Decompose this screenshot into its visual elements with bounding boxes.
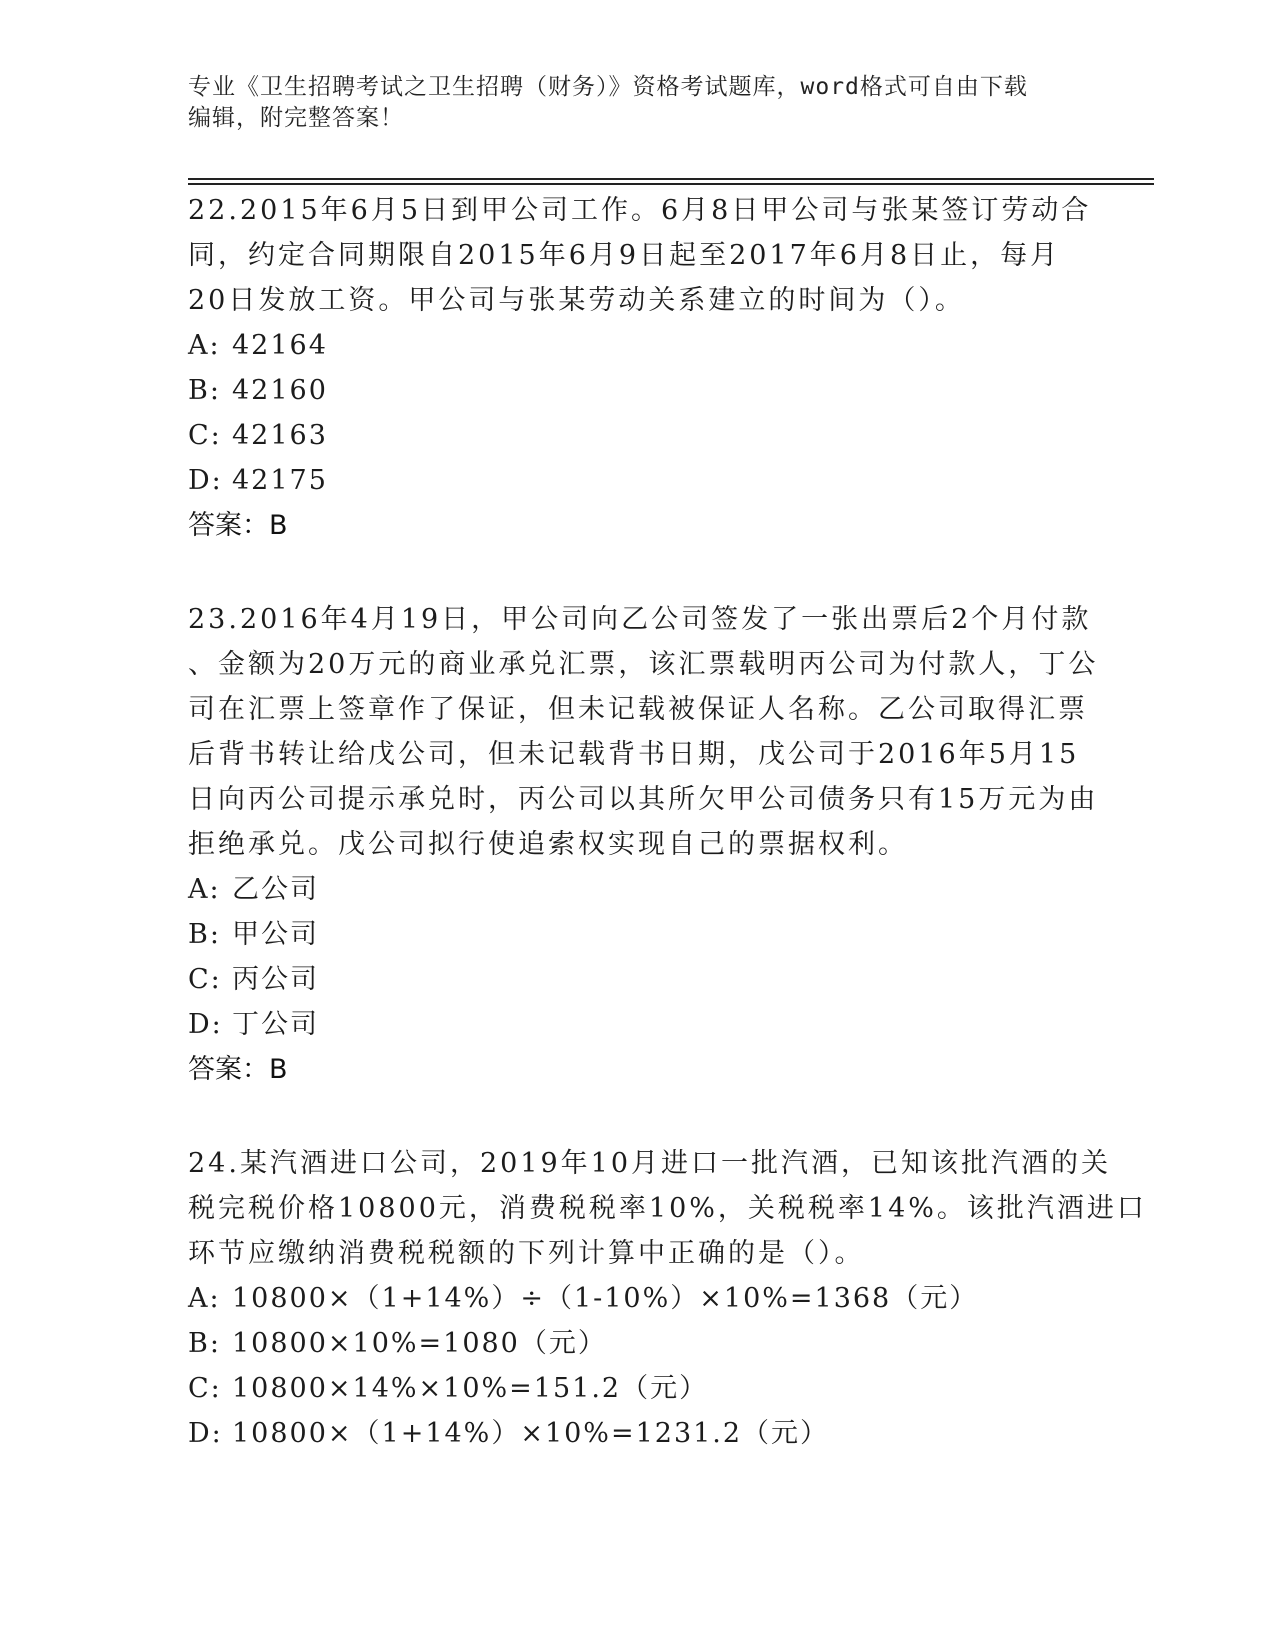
question-line: 司在汇票上签章作了保证，但未记载被保证人名称。乙公司取得汇票 xyxy=(188,694,1088,725)
option-letter: C: xyxy=(188,964,222,995)
option-text: 丁公司 xyxy=(232,1009,319,1040)
question-line: 后背书转让给戊公司，但未记载背书日期，戊公司于2016年5月15 xyxy=(188,739,1080,770)
question-line: 22.2015年6月5日到甲公司工作。6月8日甲公司与张某签订劳动合 xyxy=(188,195,1092,226)
option-letter: D: xyxy=(188,1418,223,1449)
option-c xyxy=(188,957,1088,1002)
option-letter: D: xyxy=(188,465,223,496)
option-text: 乙公司 xyxy=(232,874,319,905)
question-23 xyxy=(188,597,1099,1092)
question-line: 同，约定合同期限自2015年6月9日起至2017年6月8日止，每月 xyxy=(188,240,1061,271)
option-text: 42160 xyxy=(232,375,328,406)
question-stem xyxy=(188,597,1099,867)
header-line: 编辑，附完整答案！ xyxy=(188,105,404,131)
option-b xyxy=(188,912,1088,957)
option-letter: B: xyxy=(188,919,221,950)
option-d xyxy=(188,1411,1088,1456)
question-line: 20日发放工资。甲公司与张某劳动关系建立的时间为（）。 xyxy=(188,285,965,316)
question-22 xyxy=(188,188,1092,548)
option-letter: C: xyxy=(188,1373,222,1404)
option-b xyxy=(188,368,1088,413)
option-a xyxy=(188,323,1088,368)
question-stem xyxy=(188,1141,1147,1276)
header-divider xyxy=(188,183,1154,185)
option-d xyxy=(188,458,1088,503)
document-header xyxy=(188,72,1088,134)
option-letter: B: xyxy=(188,1328,221,1359)
question-line: 24.某汽酒进口公司，2019年10月进口一批汽酒，已知该批汽酒的关 xyxy=(188,1148,1112,1179)
question-line: 、金额为20万元的商业承兑汇票，该汇票载明丙公司为付款人，丁公 xyxy=(188,649,1099,680)
option-text: 42164 xyxy=(232,330,328,361)
question-line: 环节应缴纳消费税税额的下列计算中正确的是（）。 xyxy=(188,1238,865,1269)
answer-label: 答案：B xyxy=(188,510,288,541)
question-line: 日向丙公司提示承兑时，丙公司以其所欠甲公司债务只有15万元为由 xyxy=(188,784,1099,815)
option-text: 10800×14%×10%=151.2（元） xyxy=(232,1373,709,1404)
question-stem xyxy=(188,188,1092,323)
option-text: 42163 xyxy=(232,420,328,451)
header-divider xyxy=(188,178,1154,180)
option-text: 甲公司 xyxy=(232,919,319,950)
option-letter: C: xyxy=(188,420,222,451)
option-d xyxy=(188,1002,1088,1047)
option-text: 42175 xyxy=(232,465,328,496)
question-line: 拒绝承兑。戊公司拟行使追索权实现自己的票据权利。 xyxy=(188,829,908,860)
option-letter: A: xyxy=(188,330,221,361)
header-line: 专业《卫生招聘考试之卫生招聘（财务）》资格考试题库，word格式可自由下载 xyxy=(188,74,1028,100)
question-line: 23.2016年4月19日，甲公司向乙公司签发了一张出票后2个月付款 xyxy=(188,604,1092,635)
option-text: 10800×（1+14%）×10%=1231.2（元） xyxy=(232,1418,830,1449)
question-24 xyxy=(188,1141,1147,1456)
question-line: 税完税价格10800元，消费税税率10%，关税税率14%。该批汽酒进口 xyxy=(188,1193,1147,1224)
option-letter: A: xyxy=(188,1283,221,1314)
option-c xyxy=(188,1366,1088,1411)
option-text: 10800×（1+14%）÷（1-10%）×10%=1368（元） xyxy=(232,1283,979,1314)
option-a xyxy=(188,1276,1088,1321)
answer-label: 答案：B xyxy=(188,1054,288,1085)
option-a xyxy=(188,867,1088,912)
option-b xyxy=(188,1321,1088,1366)
option-text: 10800×10%=1080（元） xyxy=(232,1328,607,1359)
option-letter: D: xyxy=(188,1009,223,1040)
option-text: 丙公司 xyxy=(232,964,319,995)
option-letter: B: xyxy=(188,375,221,406)
option-letter: A: xyxy=(188,874,221,905)
option-c xyxy=(188,413,1088,458)
